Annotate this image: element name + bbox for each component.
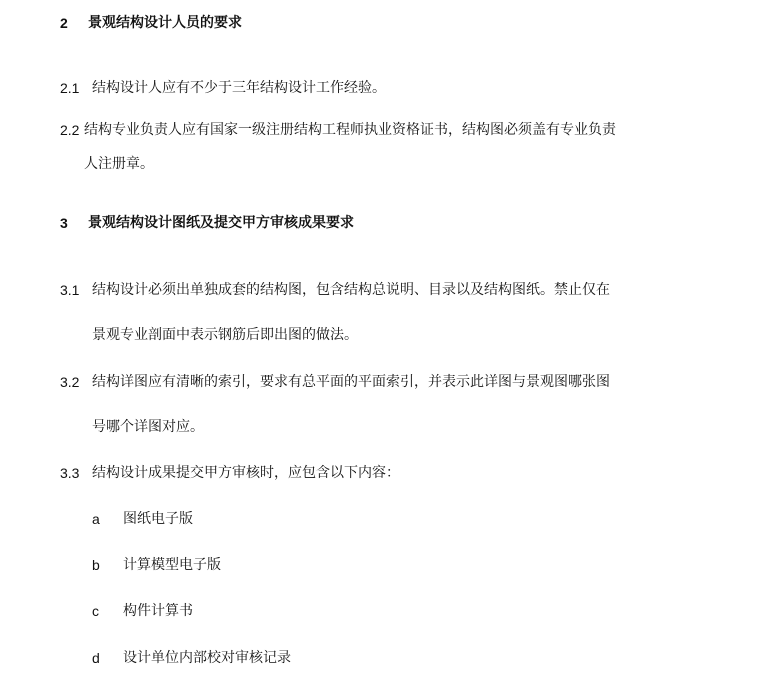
section-2-title: 景观结构设计人员的要求: [88, 15, 242, 31]
item-3-2-text-line2: 号哪个详图对应。: [92, 419, 204, 435]
section-3-title: 景观结构设计图纸及提交甲方审核成果要求: [88, 215, 354, 231]
subitem-c-text: 构件计算书: [123, 603, 193, 619]
subitem-b-text: 计算模型电子版: [123, 557, 221, 573]
subitem-b-letter: b: [92, 557, 100, 573]
item-3-3-text: 结构设计成果提交甲方审核时，应包含以下内容：: [92, 465, 400, 481]
subitem-d-text: 设计单位内部校对审核记录: [123, 650, 291, 666]
subitem-a-letter: a: [92, 511, 100, 527]
item-2-2-text-line1: 结构专业负责人应有国家一级注册结构工程师执业资格证书，结构图必须盖有专业负责: [84, 122, 616, 138]
item-2-1-number: 2.1: [60, 80, 80, 96]
item-3-1-text-line1: 结构设计必须出单独成套的结构图，包含结构总说明、目录以及结构图纸。禁止仅在: [92, 282, 610, 298]
subitem-d-letter: d: [92, 650, 100, 666]
item-3-2-number: 3.2: [60, 374, 80, 390]
item-2-2-number: 2.2: [60, 122, 80, 138]
item-2-2-text-line2: 人注册章。: [84, 156, 154, 172]
item-3-2-text-line1: 结构详图应有清晰的索引，要求有总平面的平面索引，并表示此详图与景观图哪张图: [92, 374, 610, 390]
item-2-1-text: 结构设计人应有不少于三年结构设计工作经验。: [92, 80, 386, 96]
subitem-a-text: 图纸电子版: [123, 511, 193, 527]
section-3-number: 3: [60, 215, 68, 231]
item-3-1-number: 3.1: [60, 282, 80, 298]
item-3-3-number: 3.3: [60, 465, 80, 481]
subitem-c-letter: c: [92, 603, 99, 619]
section-2-number: 2: [60, 15, 68, 31]
item-3-1-text-line2: 景观专业剖面中表示钢筋后即出图的做法。: [92, 327, 358, 343]
